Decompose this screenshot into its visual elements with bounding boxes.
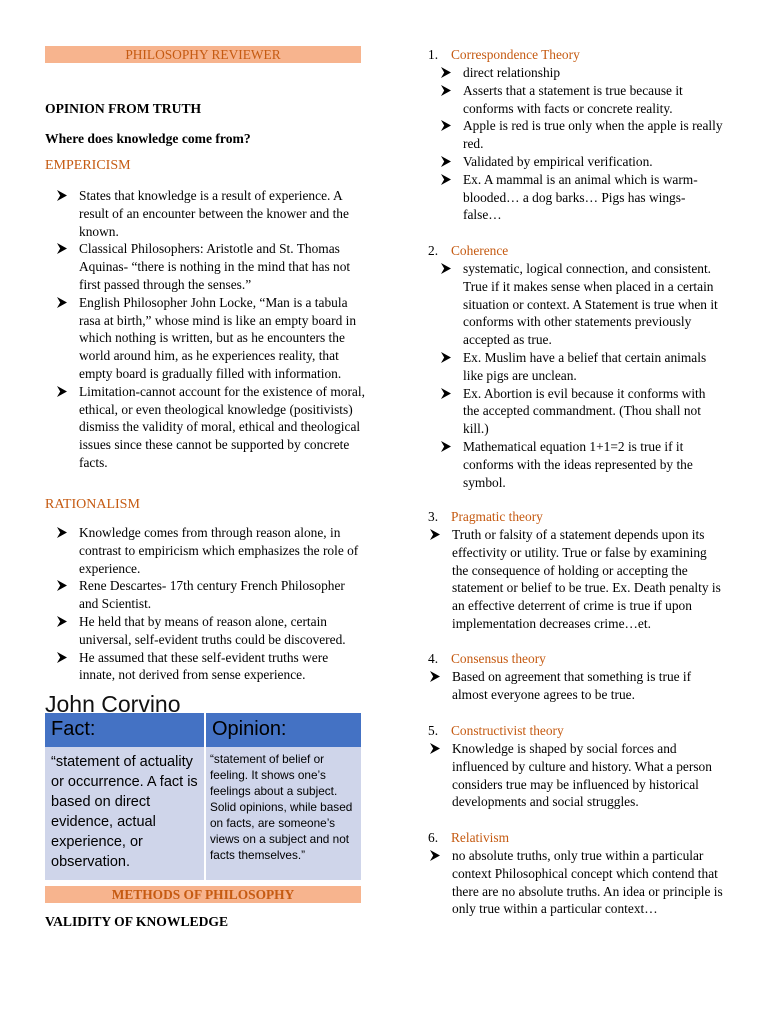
arrow-bullet-icon [430,529,440,540]
list-item: English Philosopher John Locke, “Man is a tabula rasa at birth,” whose mind is like an empty board in which nothing is written, but as he encounters the world around him, as he experiences reality, that empty board is gradually filled with information. [79,294,365,383]
arrow-bullet-icon [57,190,67,201]
arrow-bullet-icon [441,156,451,167]
arrow-bullet-icon [57,527,67,538]
theory-list [463,260,725,491]
list-item: Rene Descartes- 17th century French Philosopher and Scientist. [79,577,365,613]
theory-number: 5. [428,723,439,738]
list-item: Mathematical equation 1+1=2 is true if it conforms with the ideas represented by the symbol. [463,438,725,491]
theory-list [452,526,726,633]
rationalism-list [79,524,365,684]
list-item: systematic, logical connection, and consistent. True if it makes sense when placed in a certain situation or context. A Statement is true when it conforms with other statements previously accepted as true. [463,260,725,349]
theory-list [463,64,725,224]
arrow-bullet-icon [441,263,451,274]
list-item: Validated by empirical verification. [463,153,725,171]
list-item: Classical Philosophers: Aristotle and St. Thomas Aquinas- “there is nothing in the mind that has not first passed through the senses.” [79,240,365,293]
theory-title: Constructivist theory [451,723,564,738]
opinion-definition: “statement of belief or feeling. It shows one’s feelings about a subject. Solid opinions, while based on facts, are someone’s views on a subject and not facts themselves.” [205,747,361,880]
arrow-bullet-icon [430,671,440,682]
theory-title: Pragmatic theory [451,509,543,524]
arrow-bullet-icon [441,120,451,131]
list-item: Ex. Abortion is evil because it conforms with the accepted commandment. (Thou shall not kill.) [463,385,725,438]
arrow-bullet-icon [441,352,451,363]
validity-heading: VALIDITY OF KNOWLEDGE [45,914,229,929]
methods-banner: METHODS OF PHILOSOPHY [45,886,361,903]
theory-title: Consensus theory [451,651,546,666]
table-row [45,747,361,880]
arrow-bullet-icon [441,388,451,399]
theory-title: Relativism [451,830,510,845]
list-item: Knowledge is shaped by social forces and influenced by culture and history. What a person considers true may be influenced by historical developments and social struggles. [452,740,726,811]
list-item: Truth or falsity of a statement depends upon its effectivity or utility. True or false by examining the consequence of holding or accepting the statement or belief to be true. Ex. Death penalty is an effective deterrent of crime is true if upon implementation decreases crime…et. [452,526,726,633]
heading-opinion-from-truth: OPINION FROM TRUTH [45,101,202,116]
arrow-bullet-icon [430,850,440,861]
theory-number: 3. [428,509,439,524]
arrow-bullet-icon [57,386,67,397]
theory-number: 4. [428,651,439,666]
list-item: direct relationship [463,64,725,82]
list-item: Knowledge comes from through reason alone, in contrast to empiricism which emphasizes the role of experience. [79,524,365,577]
opinion-header: Opinion: [205,713,361,747]
fact-header: Fact: [51,718,96,740]
list-item: Ex. Muslim have a belief that certain animals like pigs are unclean. [463,349,725,385]
theory-title: Correspondence Theory [451,47,580,62]
arrow-bullet-icon [441,174,451,185]
fact-definition: “statement of actuality or occurrence. A fact is based on direct evidence, actual experience, or observation. [51,754,198,870]
arrow-bullet-icon [441,67,451,78]
arrow-bullet-icon [441,441,451,452]
list-item: no absolute truths, only true within a particular context Philosophical concept which contend that there are no absolute truths. An idea or principle is only true within a particular context… [452,847,726,918]
arrow-bullet-icon [57,652,67,663]
arrow-bullet-icon [57,243,67,254]
arrow-bullet-icon [57,580,67,591]
fact-opinion-table [45,713,361,880]
question-heading: Where does knowledge come from? [45,131,251,146]
rationalism-title: RATIONALISM [45,497,140,512]
arrow-bullet-icon [430,743,440,754]
list-item: Ex. A mammal is an animal which is warm-blooded… a dog barks… Pigs has wings- false… [463,171,725,224]
list-item: Apple is red is true only when the apple is really red. [463,117,725,153]
theory-list [452,740,726,811]
arrow-bullet-icon [441,85,451,96]
arrow-bullet-icon [57,616,67,627]
list-item: Based on agreement that something is true if almost everyone agrees to be true. [452,668,726,704]
arrow-bullet-icon [57,297,67,308]
theory-list [452,847,726,918]
list-item: States that knowledge is a result of experience. A result of an encounter between the knower and the known. [79,187,365,240]
list-item: Limitation-cannot account for the existence of moral, ethical, or even theological knowledge (positivists) dismiss the validity of moral, ethical and theological issues since these cannot be supported by concrete facts. [79,383,365,472]
list-item: He held that by means of reason alone, certain universal, self-evident truths could be discovered. [79,613,365,649]
list-item: He assumed that these self-evident truths were innate, not derived from sense experience. [79,649,365,685]
theory-title: Coherence [451,243,509,258]
table-header-row [45,713,361,747]
theory-number: 1. [428,47,439,62]
reviewer-banner: PHILOSOPHY REVIEWER [45,46,361,63]
list-item: Asserts that a statement is true because it conforms with facts or concrete reality. [463,82,725,118]
theory-number: 6. [428,830,439,845]
theory-list [452,668,726,704]
empiricism-list [79,187,365,472]
theory-number: 2. [428,243,439,258]
empiricism-title: EMPERICISM [45,158,131,173]
author-name: John Corvino [45,691,181,717]
